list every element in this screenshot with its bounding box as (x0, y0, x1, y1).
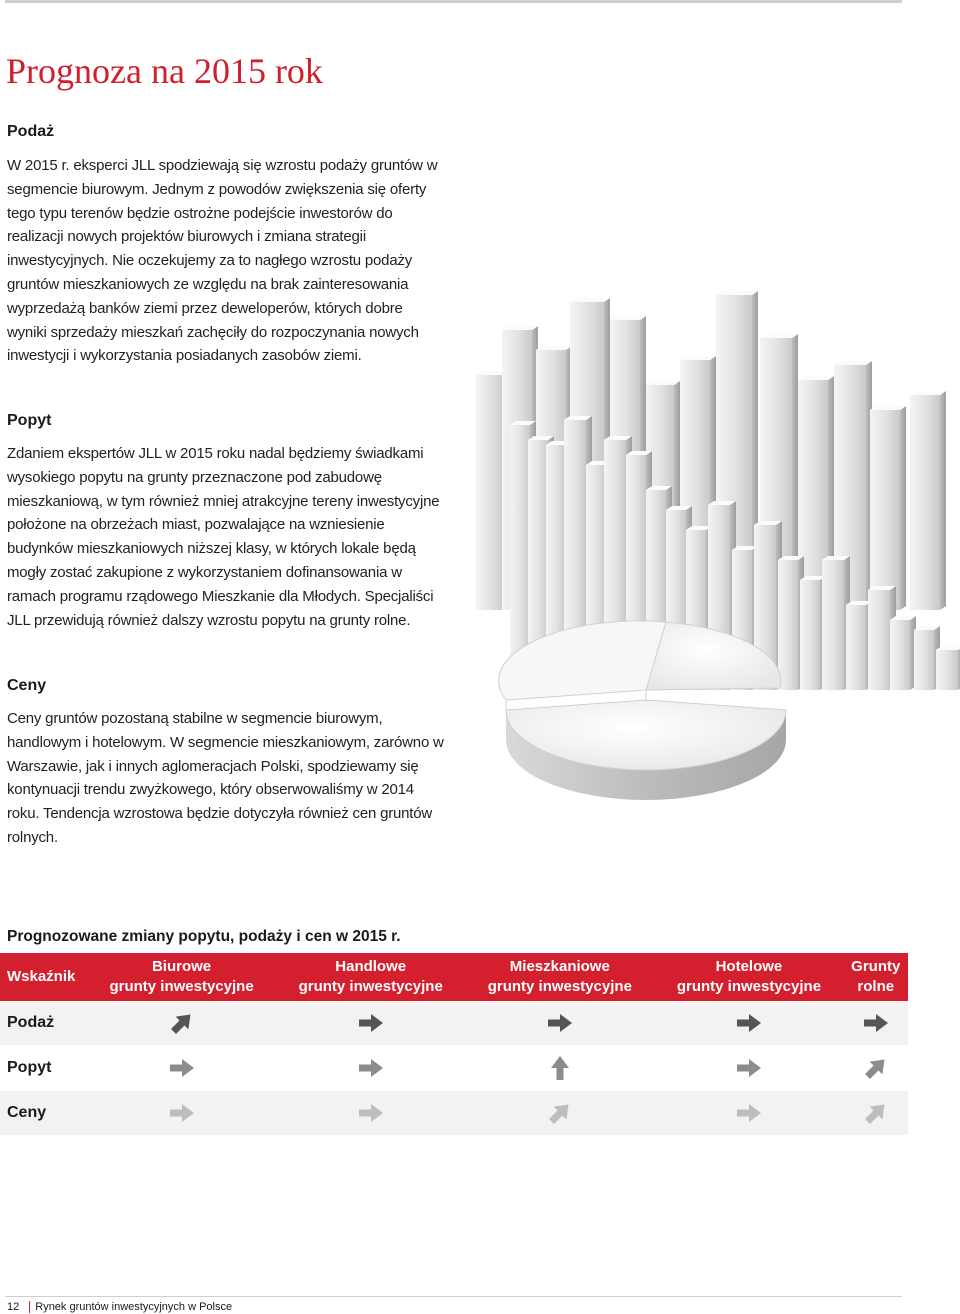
text-line: realizacji nowych projektów biurowych i zmiana strategii (7, 228, 366, 246)
trend-arrow-icon (356, 1011, 386, 1035)
text-line: budynków mieszkaniowych niższej klasy, w których lokale będą (7, 540, 416, 558)
text-line: Warszawie, jak i innych aglomeracjach Polski, spodziewamy się (7, 757, 419, 775)
text-line: położone na obrzeżach miast, pozwalające na wzniesienie (7, 516, 385, 534)
text-line: roku. Tendencja wzrostowa będzie dotyczyła również cen gruntów (7, 805, 433, 823)
text-line: gruntów mieszkaniowych ze względu na brak zainteresowania (7, 275, 409, 293)
text-line: wyprzedażą banków ziemi przez deweloperów, których dobre (7, 299, 403, 317)
header-line: grunty inwestycyjne (676, 978, 822, 995)
header-indicator: Wskaźnik (0, 953, 87, 1001)
table-header-row (0, 953, 908, 1001)
text-line: W 2015 r. eksperci JLL spodziewają się wzrostu podaży gruntów w (7, 157, 438, 174)
trend-arrow-icon (545, 1056, 575, 1080)
trend-arrow-icon (545, 1101, 575, 1125)
header-line: grunty inwestycyjne (298, 978, 443, 995)
header-hotel (654, 953, 843, 1001)
table-row (0, 1001, 908, 1046)
trend-arrow-icon (545, 1011, 575, 1035)
section-text-supply (7, 154, 437, 368)
header-line: rolne (857, 978, 895, 995)
text-line: mogły zostać zakupione z wykorzystaniem dofinansowania w (7, 563, 402, 581)
header-line: Biurowe (151, 958, 212, 975)
header-retail (276, 953, 465, 1001)
trend-arrow-icon (861, 1056, 891, 1080)
top-rule (5, 0, 902, 3)
section-heading-prices: Ceny (7, 677, 47, 694)
header-line: Hotelowe (715, 958, 783, 975)
trend-arrow-icon (356, 1056, 386, 1080)
bars-and-pie-image (470, 290, 960, 830)
trend-arrow-icon (167, 1101, 197, 1125)
text-line: inwestycji i wykorzystania posiadanych zasobów ziemi. (7, 347, 362, 365)
pie-illustration (499, 621, 786, 800)
forecast-table (0, 953, 908, 1136)
section-heading-supply: Podaż (7, 123, 55, 140)
table-title: Prognozowane zmiany popytu, podaży i cen w 2015 r. (7, 928, 401, 945)
trend-arrow-icon (734, 1056, 764, 1080)
footer-separator (29, 1301, 30, 1313)
header-line: Handlowe (335, 958, 407, 975)
section-text-prices (7, 707, 444, 850)
header-line: grunty inwestycyjne (487, 978, 632, 995)
header-agricultural (844, 953, 909, 1001)
text-line: wyniki sprzedaży mieszkań zachęciły do rozpoczynania nowych (7, 323, 419, 341)
page-number: 12 (7, 1301, 20, 1313)
section-heading-demand: Popyt (7, 412, 52, 429)
row-label: Popyt (0, 1046, 87, 1091)
trend-arrow-icon (356, 1101, 386, 1125)
header-line: Grunty (851, 958, 901, 975)
text-line: kontynuacji trendu zwyżkowego, który obserwowaliśmy w 2014 (7, 781, 414, 799)
header-line: grunty inwestycyjne (109, 978, 254, 995)
header-office (87, 953, 276, 1001)
text-line: segmencie biurowym. Jednym z powodów zwiększenia się oferty (7, 180, 427, 198)
header-residential (465, 953, 654, 1001)
page-title: Prognoza na 2015 rok (6, 51, 323, 91)
trend-arrow-icon (861, 1011, 891, 1035)
text-line: JLL przewidują również dalszy wzrostu popytu na grunty rolne. (7, 611, 411, 629)
row-label: Ceny (0, 1091, 87, 1136)
text-line: Ceny gruntów pozostaną stabilne w segmencie biurowym, (7, 710, 383, 727)
trend-arrow-icon (861, 1101, 891, 1125)
decorative-chart-illustration (470, 290, 960, 830)
text-line: tego typu terenów będzie ostrożne podejście inwestorów do (7, 204, 393, 222)
text-line: mieszkaniową, w tym również mniej atrakcyjne tereny inwestycyjne (7, 492, 440, 510)
text-line: handlowym i hotelowym. W segmencie mieszkaniowym, zarówno w (7, 733, 444, 751)
trend-arrow-icon (167, 1011, 197, 1035)
row-label: Podaż (0, 1001, 87, 1046)
trend-arrow-icon (734, 1011, 764, 1035)
footer-rule (5, 1296, 902, 1297)
page-footer (7, 1301, 232, 1313)
text-line: ramach programu rządowego Mieszkanie dla Młodych. Specjaliści (7, 587, 434, 605)
footer-document-title: Rynek gruntów inwestycyjnych w Polsce (35, 1301, 233, 1313)
trend-arrow-icon (734, 1101, 764, 1125)
table-row (0, 1046, 908, 1091)
table-row (0, 1091, 908, 1136)
text-line: Zdaniem ekspertów JLL w 2015 roku nadal będziemy świadkami (7, 445, 424, 462)
bars-group (476, 291, 960, 690)
text-line: rolnych. (7, 828, 58, 846)
trend-arrow-icon (167, 1056, 197, 1080)
text-line: inwestycyjnych. Nie oczekujemy za to nagłego wzrostu podaży (7, 252, 413, 270)
header-line: Mieszkaniowe (509, 958, 610, 975)
text-line: wysokiego popytu na grunty przeznaczone pod zabudowę (7, 468, 382, 486)
section-text-demand (7, 442, 439, 632)
